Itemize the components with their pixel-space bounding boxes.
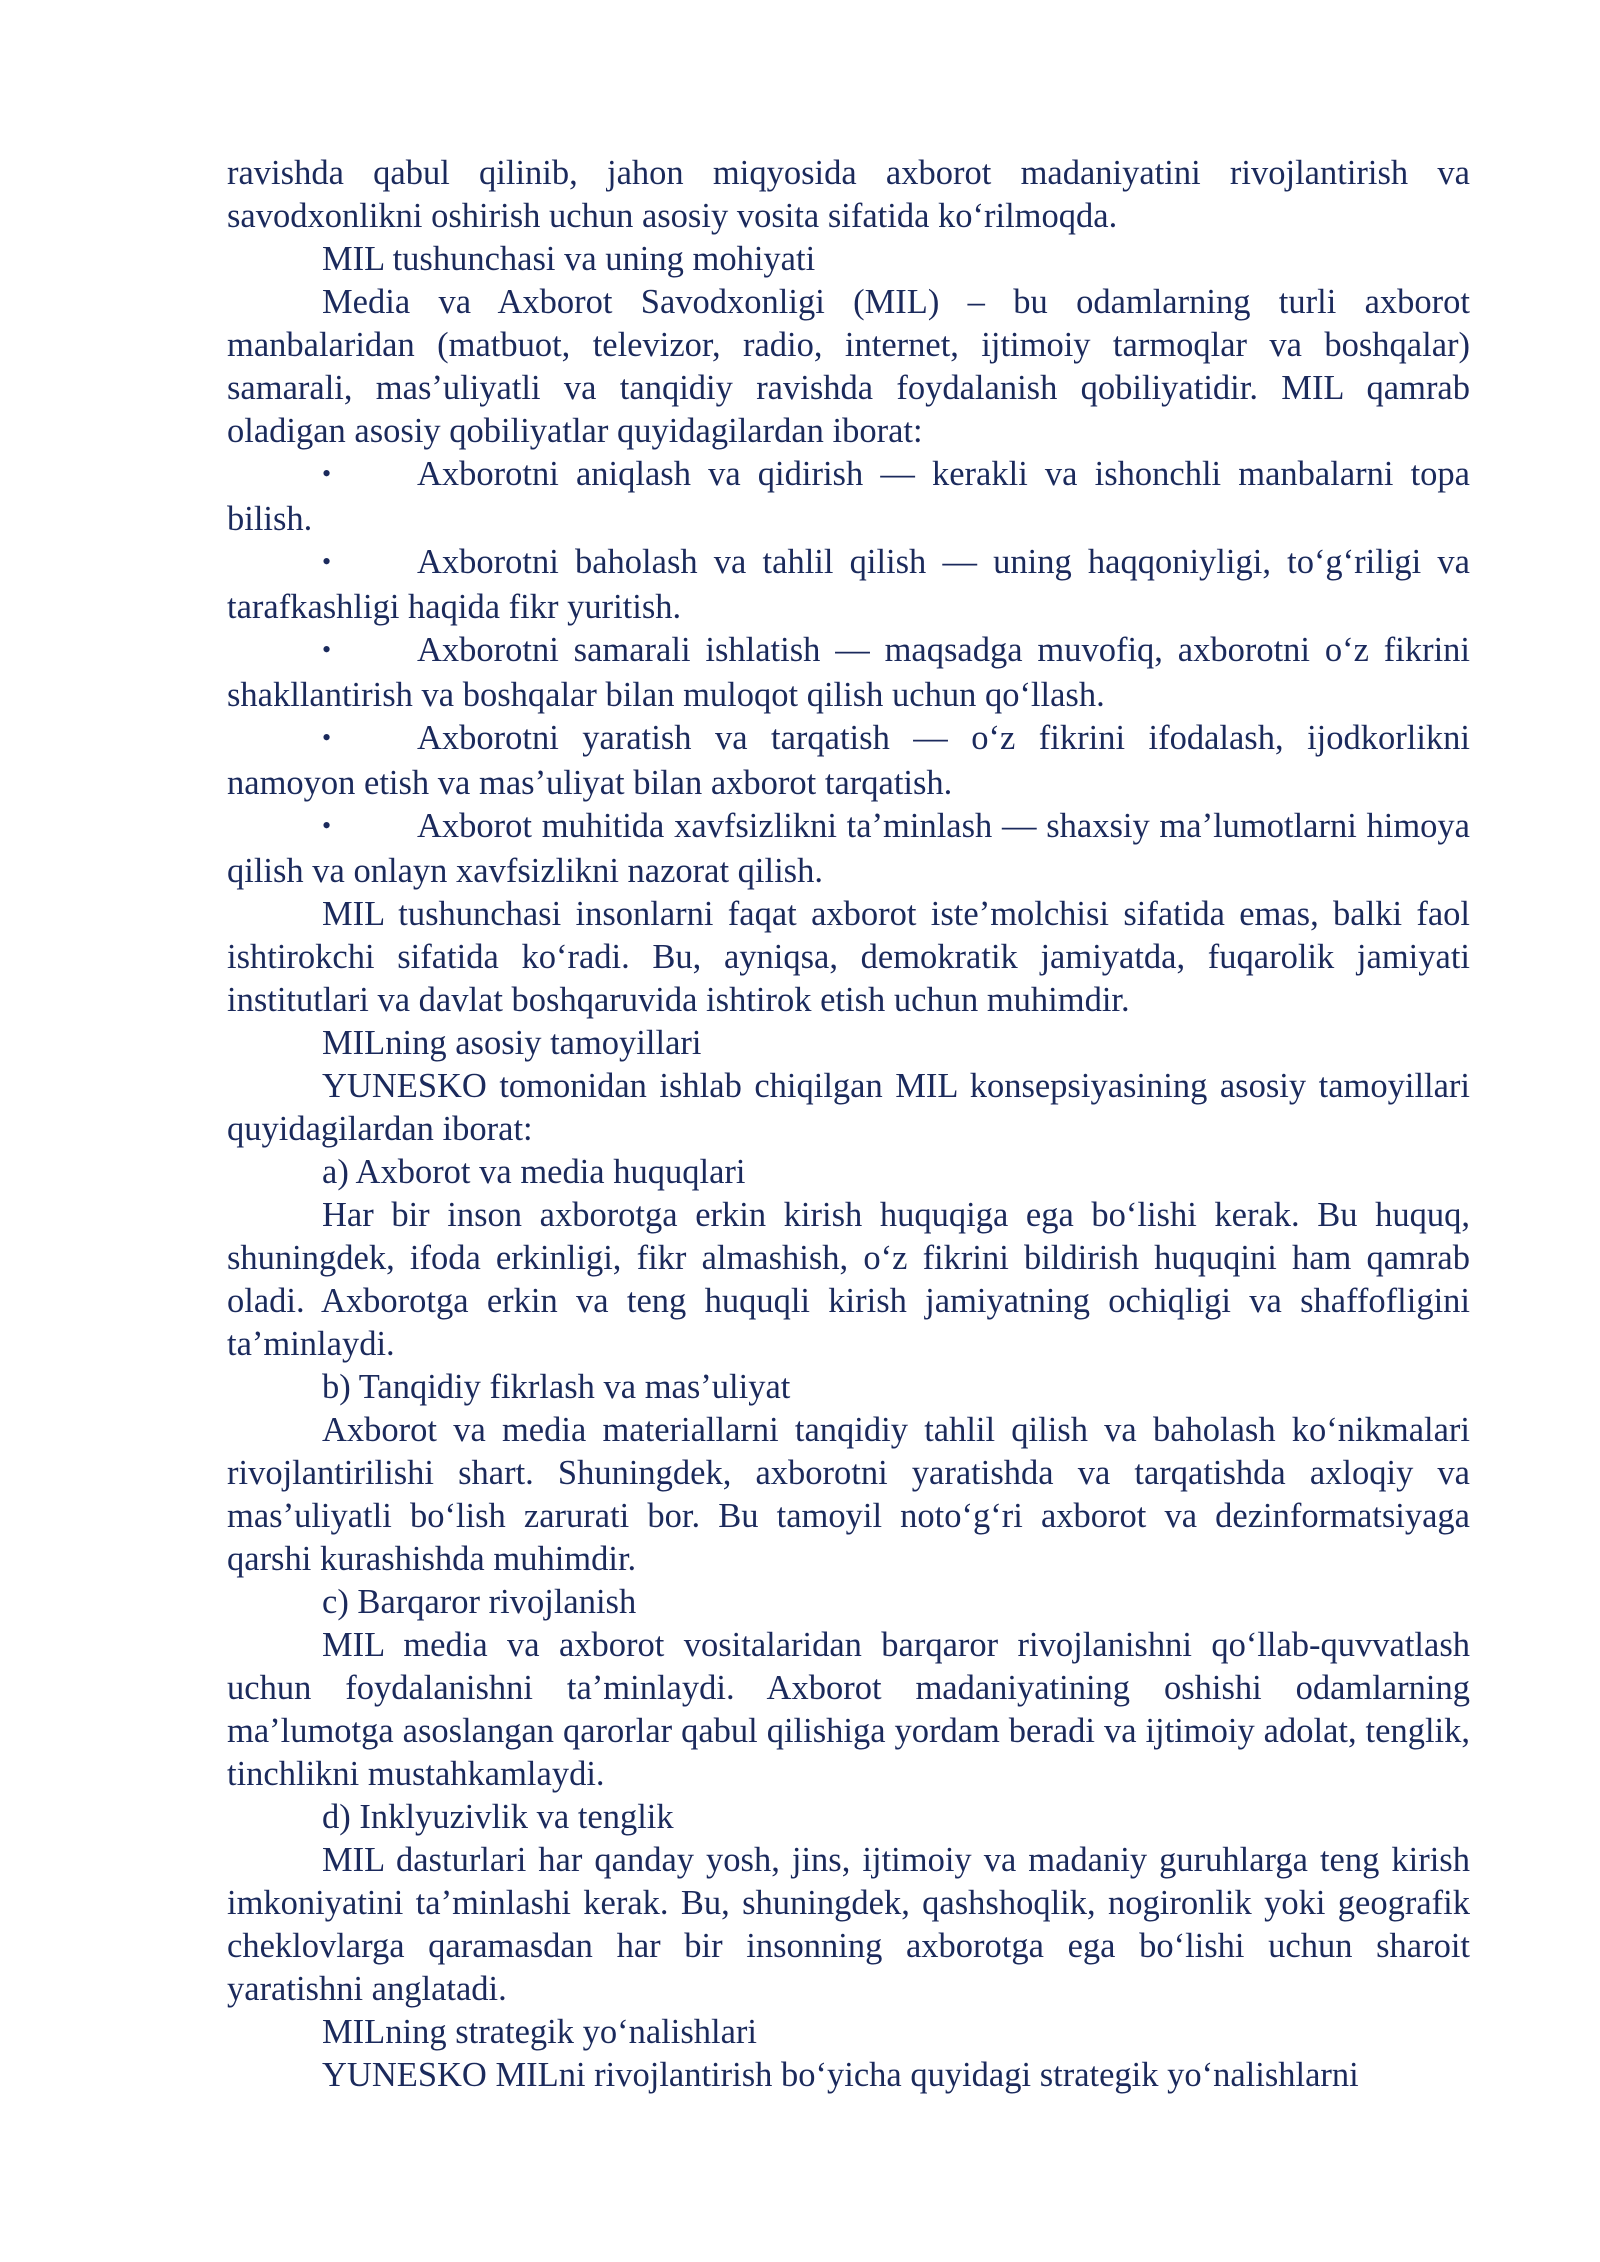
section-heading: MIL tushunchasi va uning mohiyati [322, 240, 816, 278]
subsection-heading: a) Axborot va media huquqlari [322, 1153, 746, 1191]
paragraph: Axborot va media materiallarni tanqidiy tahlil qilish va baholash koʻnikmalari rivojlantirilishi shart. Shuningdek, axborotni yaratishda va tarqatishda axloqiy va masʼuliyatli boʻlish zarurati bor. Bu tamoyil notoʻgʻri axborot va dezinformatsiyaga qarshi kurashishda muhimdir. [227, 1411, 1470, 1578]
bullet-item [227, 717, 1470, 805]
bullet-icon [322, 629, 417, 674]
document-page [227, 152, 1470, 2097]
paragraph: MIL dasturlari har qanday yosh, jins, ijtimoiy va madaniy guruhlarga teng kirish imkoniyatini taʼminlashi kerak. Bu, shuningdek, qashshoqlik, nogironlik yoki geografik cheklovlarga qaramasdan har bir insonning axborotga ega boʻlishi uchun sharoit yaratishni anglatadi. [227, 1841, 1470, 2008]
subsection-heading: b) Tanqidiy fikrlash va masʼuliyat [322, 1368, 791, 1406]
bullet-text: Axborotni aniqlash va qidirish — kerakli va ishonchli manbalarni topa bilish. [227, 455, 1470, 538]
paragraph: Har bir inson axborotga erkin kirish huquqiga ega boʻlishi kerak. Bu huquq, shuningdek, ifoda erkinligi, fikr almashish, oʻz fikrini bildirish huquqini ham qamrab oladi. Axborotga erkin va teng huquqli kirish jamiyatning ochiqligi va shaffofligini taʼminlaydi. [227, 1196, 1470, 1363]
bullet-item [227, 629, 1470, 717]
section-heading: MILning asosiy tamoyillari [322, 1024, 702, 1062]
bullet-icon [322, 541, 417, 586]
bullet-text: Axborotni baholash va tahlil qilish — uning haqqoniyligi, toʻgʻriligi va tarafkashligi haqida fikr yuritish. [227, 543, 1470, 626]
bullet-item [227, 453, 1470, 541]
paragraph: YUNESKO tomonidan ishlab chiqilgan MIL konsepsiyasining asosiy tamoyillari quyidagilardan iborat: [227, 1067, 1470, 1148]
paragraph: Media va Axborot Savodxonligi (MIL) – bu odamlarning turli axborot manbalaridan (matbuot, televizor, radio, internet, ijtimoiy tarmoqlar va boshqalar) samarali, masʼuliyatli va tanqidiy ravishda foydalanish qobiliyatidir. MIL qamrab oladigan asosiy qobiliyatlar quyidagilardan iborat: [227, 283, 1470, 450]
bullet-text: Axborotni samarali ishlatish — maqsadga muvofiq, axborotni oʻz fikrini shakllantirish va boshqalar bilan muloqot qilish uchun qoʻllash. [227, 631, 1470, 714]
paragraph: MIL tushunchasi insonlarni faqat axborot isteʼmolchisi sifatida emas, balki faol ishtirokchi sifatida koʻradi. Bu, ayniqsa, demokratik jamiyatda, fuqarolik jamiyati institutlari va davlat boshqaruvida ishtirok etish uchun muhimdir. [227, 895, 1470, 1019]
bullet-icon [322, 453, 417, 498]
paragraph: MIL media va axborot vositalaridan barqaror rivojlanishni qoʻllab-quvvatlash uchun foydalanishni taʼminlaydi. Axborot madaniyatining oshishi odamlarning maʼlumotga asoslangan qarorlar qabul qilishiga yordam beradi va ijtimoiy adolat, tenglik, tinchlikni mustahkamlaydi. [227, 1626, 1470, 1793]
bullet-icon [322, 717, 417, 762]
paragraph: ravishda qabul qilinib, jahon miqyosida axborot madaniyatini rivojlantirish va savodxonlikni oshirish uchun asosiy vosita sifatida koʻrilmoqda. [227, 154, 1470, 235]
bullet-item [227, 805, 1470, 893]
section-heading: MILning strategik yoʻnalishlari [322, 2013, 757, 2051]
subsection-heading: d) Inklyuzivlik va tenglik [322, 1798, 674, 1836]
bullet-text: Axborotni yaratish va tarqatish — oʻz fikrini ifodalash, ijodkorlikni namoyon etish va masʼuliyat bilan axborot tarqatish. [227, 719, 1470, 802]
bullet-icon [322, 805, 417, 850]
bullet-text: Axborot muhitida xavfsizlikni taʼminlash — shaxsiy maʼlumotlarni himoya qilish va onlayn xavfsizlikni nazorat qilish. [227, 807, 1470, 890]
subsection-heading: c) Barqaror rivojlanish [322, 1583, 637, 1621]
bullet-item [227, 541, 1470, 629]
paragraph: YUNESKO MILni rivojlantirish boʻyicha quyidagi strategik yoʻnalishlarni [322, 2056, 1359, 2094]
